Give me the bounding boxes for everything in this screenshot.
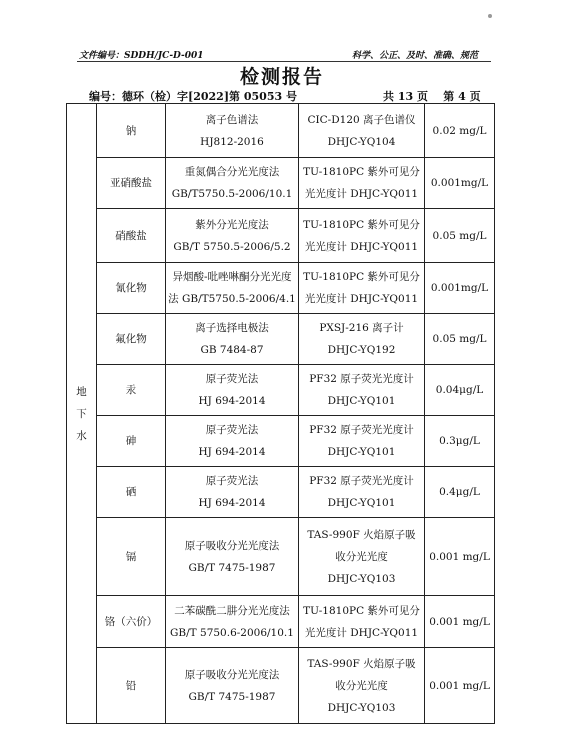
detection-limit-cell: 0.05 mg/L (425, 314, 495, 365)
instrument-line: PF32 原子荧光光度计 (309, 475, 414, 487)
method-line: 重氮偶合分光光度法 (184, 166, 280, 178)
instrument-line: PF32 原子荧光光度计 (309, 424, 414, 436)
method-cell (166, 518, 299, 596)
instrument-line: TU-1810PC 紫外可见分 (303, 166, 420, 178)
instrument-cell (299, 314, 425, 365)
instrument-cell (299, 467, 425, 518)
detection-limit-cell: 0.3μg/L (425, 416, 495, 467)
method-line: GB/T5750.5-2006/10.1 (171, 188, 293, 200)
instrument-line: 收分光光度 (335, 679, 388, 692)
motto: 科学、公正、及时、准确、规范 (351, 51, 478, 61)
method-line: GB/T 5750.6-2006/10.1 (170, 626, 294, 639)
instrument-line: PF32 原子荧光光度计 (309, 373, 414, 385)
instrument-line: 收分光光度 (335, 550, 388, 563)
item-cell: 钠 (97, 104, 166, 158)
table-row (67, 209, 495, 263)
detection-limit-cell: 0.001mg/L (425, 263, 495, 314)
method-line: GB/T 5750.5-2006/5.2 (173, 240, 291, 253)
method-line: 异烟酸-吡唑啉酮分光光度 (172, 271, 292, 283)
method-cell (166, 365, 299, 416)
item-cell: 氟化物 (97, 314, 166, 365)
method-cell (166, 158, 299, 209)
table-row (67, 467, 495, 518)
table-row (67, 263, 495, 314)
item-cell: 硝酸盐 (97, 209, 166, 263)
table-row (67, 104, 495, 158)
item-cell: 硒 (97, 467, 166, 518)
instrument-line: TU-1810PC 紫外可见分 (303, 271, 420, 283)
matrix-char: 地 (76, 385, 87, 398)
instrument-cell (299, 365, 425, 416)
detection-limit-cell: 0.001 mg/L (425, 648, 495, 724)
instrument-line: DHJC-YQ101 (327, 497, 396, 509)
detection-limit-cell: 0.4μg/L (425, 467, 495, 518)
method-line: 法 GB/T5750.5-2006/4.1 (168, 293, 296, 305)
table-row (67, 596, 495, 648)
item-cell: 铬（六价） (97, 596, 166, 648)
report-number: 编号：德环（检）字[2022]第 05053 号 (89, 90, 297, 103)
instrument-line: TAS-990F 火焰原子吸 (307, 657, 416, 670)
scan-dot (488, 14, 492, 18)
instrument-line: 光光度计 DHJC-YQ011 (304, 293, 419, 305)
instrument-cell (299, 158, 425, 209)
instrument-line: DHJC-YQ192 (327, 344, 396, 356)
method-line: 离子选择电极法 (195, 322, 269, 334)
method-cell (166, 416, 299, 467)
table-row (67, 648, 495, 724)
table-row (67, 416, 495, 467)
method-cell (166, 596, 299, 648)
instrument-line: DHJC-YQ103 (327, 572, 396, 585)
instrument-cell (299, 263, 425, 314)
method-line: HJ 694-2014 (198, 395, 266, 407)
method-line: HJ 694-2014 (198, 446, 266, 458)
instrument-line: TU-1810PC 紫外可见分 (303, 604, 420, 617)
method-cell (166, 263, 299, 314)
method-cell (166, 314, 299, 365)
instrument-line: 光光度计 DHJC-YQ011 (304, 240, 419, 253)
method-cell (166, 209, 299, 263)
detection-limit-cell: 0.001 mg/L (425, 596, 495, 648)
instrument-cell (299, 104, 425, 158)
table-row (67, 158, 495, 209)
method-line: 二苯碳酰二肼分光光度法 (174, 604, 290, 617)
table-row (67, 518, 495, 596)
item-cell: 镉 (97, 518, 166, 596)
method-cell (166, 467, 299, 518)
method-line: GB/T 7475-1987 (188, 690, 276, 703)
instrument-cell (299, 518, 425, 596)
file-number: 文件编号：SDDH/JC-D-001 (79, 51, 204, 61)
method-line: 离子色谱法 (205, 113, 259, 126)
current-page: 第 4 页 (443, 90, 481, 103)
method-line: 原子吸收分光光度法 (184, 539, 280, 552)
instrument-line: DHJC-YQ103 (327, 701, 396, 714)
report-title: 检测报告 (239, 66, 324, 88)
item-cell: 铅 (97, 648, 166, 724)
method-cell (166, 104, 299, 158)
method-cell (166, 648, 299, 724)
instrument-line: 光光度计 DHJC-YQ011 (304, 626, 419, 639)
instrument-line: DHJC-YQ101 (327, 395, 396, 407)
total-pages: 共 13 页 (383, 90, 428, 103)
method-line: GB/T 7475-1987 (188, 561, 276, 574)
instrument-line: TAS-990F 火焰原子吸 (307, 528, 416, 541)
item-cell: 砷 (97, 416, 166, 467)
instrument-line: DHJC-YQ104 (327, 135, 396, 148)
table-row (67, 365, 495, 416)
method-line: GB 7484-87 (200, 344, 264, 356)
matrix-char: 水 (76, 429, 87, 442)
instrument-line: TU-1810PC 紫外可见分 (303, 218, 420, 231)
method-line: HJ 694-2014 (198, 497, 266, 509)
instrument-line: DHJC-YQ101 (327, 446, 396, 458)
instrument-line: PXSJ-216 离子计 (319, 322, 404, 334)
detection-limit-cell: 0.02 mg/L (425, 104, 495, 158)
item-cell: 亚硝酸盐 (97, 158, 166, 209)
instrument-line: CIC-D120 离子色谱仪 (307, 113, 416, 126)
method-line: 原子吸收分光光度法 (184, 668, 280, 681)
table-row (67, 314, 495, 365)
detection-limit-cell: 0.001mg/L (425, 158, 495, 209)
item-cell: 汞 (97, 365, 166, 416)
method-line: 原子荧光法 (205, 424, 259, 436)
instrument-line: 光光度计 DHJC-YQ011 (304, 188, 419, 200)
test-method-table (66, 103, 495, 724)
method-line: 原子荧光法 (205, 373, 259, 385)
sample-matrix-cell (67, 104, 97, 724)
instrument-cell (299, 209, 425, 263)
item-cell: 氰化物 (97, 263, 166, 314)
matrix-char: 下 (76, 407, 87, 420)
detection-limit-cell: 0.001 mg/L (425, 518, 495, 596)
instrument-cell (299, 596, 425, 648)
page-info (383, 88, 481, 104)
instrument-cell (299, 648, 425, 724)
detection-limit-cell: 0.04μg/L (425, 365, 495, 416)
detection-limit-cell: 0.05 mg/L (425, 209, 495, 263)
instrument-cell (299, 416, 425, 467)
method-line: 原子荧光法 (205, 475, 259, 487)
method-line: 紫外分光光度法 (195, 218, 269, 231)
method-line: HJ812-2016 (200, 135, 264, 148)
